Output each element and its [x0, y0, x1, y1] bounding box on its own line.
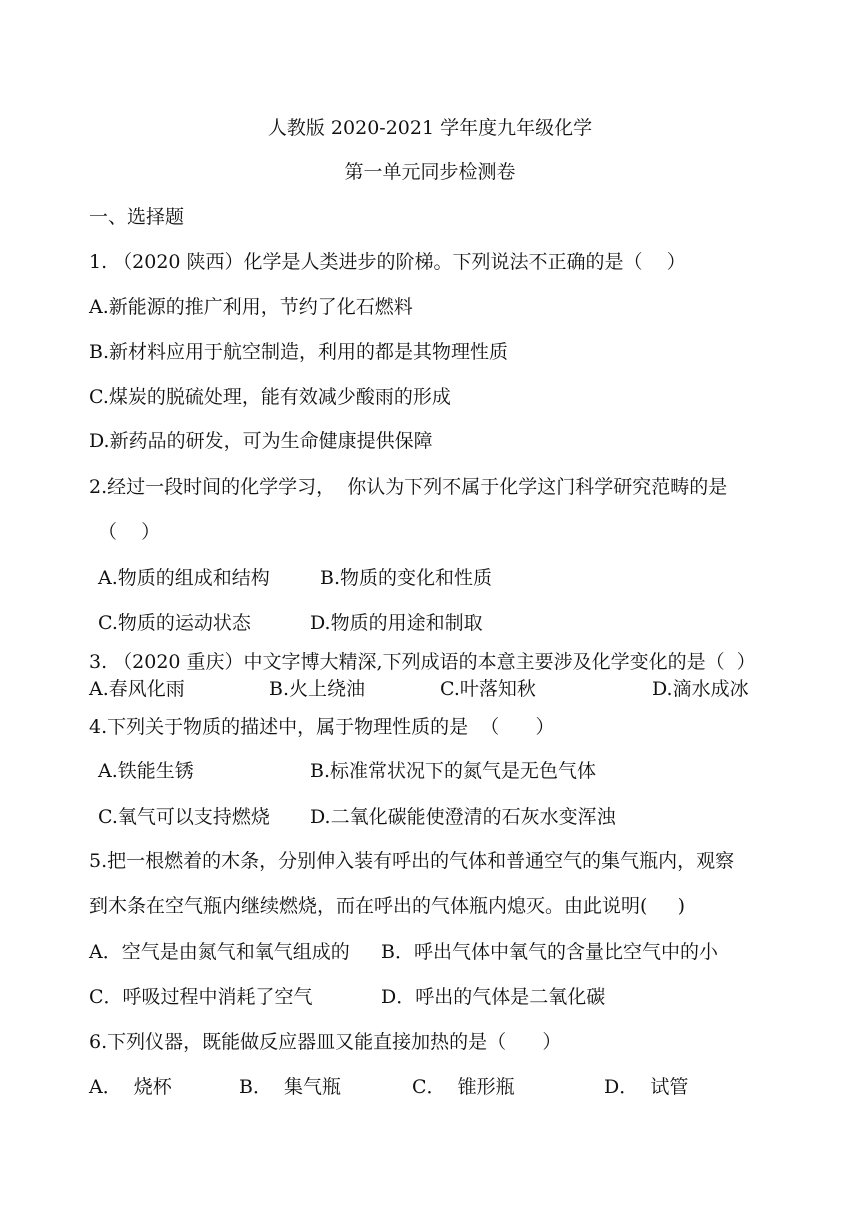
question-1-option-b: B.新材料应用于航空制造，利用的都是其物理性质 [89, 341, 509, 363]
question-6-option-b: B． 集气瓶 [239, 1076, 342, 1098]
question-4-stem: 4.下列关于物质的描述中，属于物理性质的是 （ ） [89, 716, 555, 738]
question-6-stem: 6.下列仪器，既能做反应器皿又能直接加热的是（ ） [89, 1031, 562, 1053]
question-6-option-d: D． 试管 [604, 1076, 689, 1098]
question-1-stem: 1. （2020 陕西）化学是人类进步的阶梯。下列说法不正确的是（ ） [89, 251, 686, 273]
question-1-option-c: C.煤炭的脱硫处理，能有效减少酸雨的形成 [89, 386, 451, 408]
question-2-option-d: D.物质的用途和制取 [310, 612, 483, 634]
question-4-option-a: A.铁能生锈 [98, 760, 194, 782]
question-5-option-d: D．呼出的气体是二氧化碳 [381, 986, 606, 1008]
question-2-option-b: B.物质的变化和性质 [320, 567, 493, 589]
question-6-option-a: A． 烧杯 [89, 1076, 172, 1098]
question-2-option-c: C.物质的运动状态 [98, 612, 251, 634]
question-5-option-c: C．呼吸过程中消耗了空气 [89, 986, 313, 1008]
question-1-option-d: D.新药品的研发，可为生命健康提供保障 [89, 430, 433, 452]
title-line-2: 第一单元同步检测卷 [344, 161, 516, 183]
question-3-stem: 3. （2020 重庆）中文字博大精深,下列成语的本意主要涉及化学变化的是（ ） [89, 651, 756, 673]
question-3-option-a: A.春风化雨 [89, 678, 185, 700]
question-3-option-d: D.滴水成冰 [652, 678, 749, 700]
question-3-option-c: C.叶落知秋 [440, 678, 536, 700]
question-1-option-a: A.新能源的推广利用，节约了化石燃料 [89, 296, 413, 318]
question-2-stem: 2.经过一段时间的化学学习， 你认为下列不属于化学这门科学研究范畴的是 [89, 476, 728, 498]
question-5-stem-cont: 到木条在空气瓶内继续燃烧，而在呼出的气体瓶内熄灭。由此说明( ) [89, 895, 686, 917]
question-5-stem: 5.把一根燃着的木条，分别伸入装有呼出的气体和普通空气的集气瓶内，观察 [89, 850, 735, 872]
question-4-option-c: C.氧气可以支持燃烧 [98, 806, 270, 828]
question-5-option-b: B．呼出气体中氧气的含量比空气中的小 [381, 941, 718, 963]
question-3-option-b: B.火上绕油 [269, 678, 366, 700]
question-5-option-a: A．空气是由氮气和氧气组成的 [89, 941, 350, 963]
question-4-option-b: B.标准常状况下的氮气是无色气体 [310, 760, 597, 782]
question-2-stem-cont: （ ） [98, 521, 161, 543]
question-6-option-c: C． 锥形瓶 [412, 1076, 515, 1098]
section-heading: 一、选择题 [89, 206, 185, 228]
question-4-option-d: D.二氧化碳能使澄清的石灰水变浑浊 [310, 806, 616, 828]
question-2-option-a: A.物质的组成和结构 [98, 567, 270, 589]
title-line-1: 人教版 2020-2021 学年度九年级化学 [267, 117, 593, 139]
